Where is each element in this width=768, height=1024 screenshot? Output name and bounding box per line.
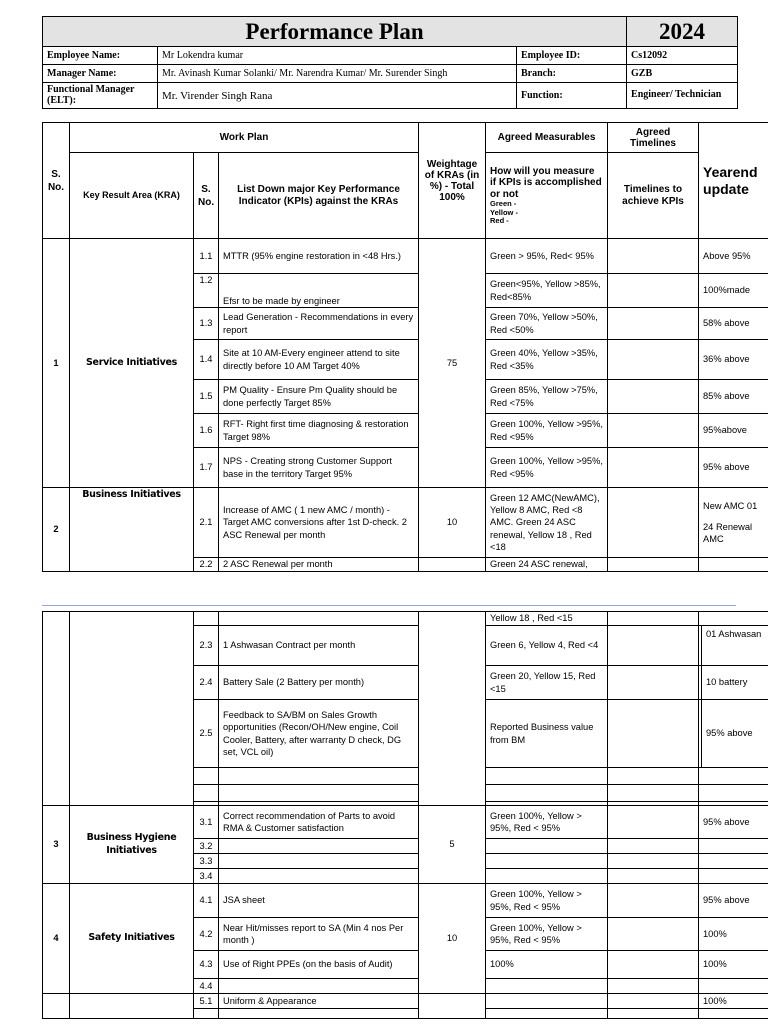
employee-name-value: Mr Lokendra kumar bbox=[158, 47, 517, 65]
kpi-text: PM Quality - Ensure Pm Quality should be done perfectly Target 85% bbox=[219, 380, 419, 414]
kpi-text: Uniform & Appearance bbox=[219, 994, 419, 1009]
kpi-measure: Yellow 18 , Red <15 bbox=[486, 612, 608, 626]
kpi-update: 95% above bbox=[699, 884, 768, 918]
kpi-text bbox=[219, 869, 419, 884]
kpi-sno: 3.2 bbox=[194, 839, 219, 854]
kpi-measure: Reported Business value from BM bbox=[486, 700, 608, 768]
kpi-timeline bbox=[608, 274, 699, 308]
plan-table-page-1 bbox=[42, 122, 768, 572]
kpi-timeline bbox=[608, 785, 699, 802]
page-title: Performance Plan bbox=[43, 17, 627, 47]
kpi-update: 36% above bbox=[699, 340, 768, 380]
kpi-sno: 4.3 bbox=[194, 951, 219, 979]
kpi-timeline bbox=[608, 839, 699, 854]
kpi-update: 100% bbox=[699, 994, 768, 1009]
kpi-sno: 5.1 bbox=[194, 994, 219, 1009]
kpi-timeline bbox=[608, 666, 699, 700]
kpi-text: Increase of AMC ( 1 new AMC / month) - Target AMC conversions after 1st D-check. 2 ASC Renewal per month bbox=[219, 488, 419, 558]
kpi-measure: Green > 95%, Red< 95% bbox=[486, 239, 608, 274]
section-2-kra: Business Initiatives bbox=[70, 488, 194, 572]
kpi-text: RFT- Right first time diagnosing & restoration Target 98% bbox=[219, 414, 419, 448]
kpi-text: Correct recommendation of Parts to avoid RMA & Customer satisfaction bbox=[219, 806, 419, 839]
header-table bbox=[42, 16, 738, 109]
col-measure-how bbox=[486, 153, 608, 239]
kpi-timeline bbox=[608, 700, 699, 768]
kpi-update: Above 95% bbox=[699, 239, 768, 274]
kpi-measure: Green 70%, Yellow >50%, Red <50% bbox=[486, 308, 608, 340]
kpi-sno: 2.3 bbox=[194, 626, 219, 666]
employee-id-value: Cs12092 bbox=[627, 47, 738, 65]
col-timelines: Timelines to achieve KPIs bbox=[608, 153, 699, 239]
col-agreed-timelines: Agreed Timelines bbox=[608, 123, 699, 153]
col-year-end-update: Yearend update bbox=[699, 123, 768, 239]
kpi-sno: 1.3 bbox=[194, 308, 219, 340]
section-1-kra: Service Initiatives bbox=[70, 239, 194, 488]
kpi-sno: 4.2 bbox=[194, 918, 219, 951]
kpi-sno bbox=[194, 768, 219, 785]
kpi-timeline bbox=[608, 239, 699, 274]
table-row bbox=[43, 488, 768, 558]
kpi-sno bbox=[194, 785, 219, 802]
kpi-measure: Green 100%, Yellow > 95%, Red < 95% bbox=[486, 884, 608, 918]
kpi-measure: Green 85%, Yellow >75%, Red <75% bbox=[486, 380, 608, 414]
kpi-measure bbox=[486, 785, 608, 802]
kpi-timeline bbox=[608, 869, 699, 884]
kpi-timeline bbox=[608, 951, 699, 979]
kpi-text: Lead Generation - Recommendations in every report bbox=[219, 308, 419, 340]
kpi-text bbox=[219, 612, 419, 626]
kpi-measure: Green 12 AMC(NewAMC), Yellow 8 AMC, Red <8 AMC. Green 24 ASC renewal, Yellow 18 , Red <18 bbox=[486, 488, 608, 558]
kpi-text: 2 ASC Renewal per month bbox=[219, 558, 419, 572]
kpi-sno: 3.1 bbox=[194, 806, 219, 839]
kpi-sno: 1.4 bbox=[194, 340, 219, 380]
kpi-text bbox=[219, 854, 419, 869]
section-5-no bbox=[43, 994, 70, 1019]
kpi-measure bbox=[486, 869, 608, 884]
kpi-timeline bbox=[608, 558, 699, 572]
kpi-update bbox=[699, 785, 768, 802]
kpi-text: JSA sheet bbox=[219, 884, 419, 918]
kpi-measure: Green 24 ASC renewal, bbox=[486, 558, 608, 572]
kpi-text: Near Hit/misses report to SA (Min 4 nos Per month ) bbox=[219, 918, 419, 951]
section-5-kra bbox=[70, 994, 194, 1019]
kpi-update: 95% above bbox=[699, 806, 768, 839]
kpi-timeline bbox=[608, 854, 699, 869]
kpi-update bbox=[699, 854, 768, 869]
kpi-timeline bbox=[608, 308, 699, 340]
kpi-update: 100% bbox=[699, 951, 768, 979]
section-3-no: 3 bbox=[43, 806, 70, 884]
manager-name-value: Mr. Avinash Kumar Solanki/ Mr. Narendra Kumar/ Mr. Surender Singh bbox=[158, 65, 517, 83]
kpi-update: 95% above bbox=[702, 700, 768, 768]
col-kpi: List Down major Key Performance Indicator (KPIs) against the KRAs bbox=[219, 153, 419, 239]
kpi-measure: Green 6, Yellow 4, Red <4 bbox=[486, 626, 608, 666]
kpi-sno: 3.3 bbox=[194, 854, 219, 869]
kpi-text: 1 Ashwasan Contract per month bbox=[219, 626, 419, 666]
functional-manager-label: Functional Manager (ELT): bbox=[43, 83, 158, 109]
section-4-kra: Safety Initiatives bbox=[70, 884, 194, 994]
section-5-weight bbox=[419, 994, 486, 1019]
kpi-update: 100% bbox=[699, 918, 768, 951]
update-new-amc: New AMC 01 bbox=[703, 500, 758, 511]
kpi-sno: 1.6 bbox=[194, 414, 219, 448]
kpi-timeline bbox=[608, 768, 699, 785]
kpi-timeline bbox=[608, 488, 699, 558]
kpi-text: Site at 10 AM-Every engineer attend to site directly before 10 AM Target 40% bbox=[219, 340, 419, 380]
section-1-no: 1 bbox=[43, 239, 70, 488]
kpi-text: Feedback to SA/BM on Sales Growth opportunities (Recon/OH/New engine, Coil Cooler, Battery, after warranty D check, DG set, VCL oil) bbox=[219, 700, 419, 768]
kpi-measure bbox=[486, 839, 608, 854]
kpi-update bbox=[699, 612, 768, 626]
section-4-no: 4 bbox=[43, 884, 70, 994]
kpi-text: Use of Right PPEs (on the basis of Audit) bbox=[219, 951, 419, 979]
kpi-text bbox=[219, 785, 419, 802]
kpi-sno: 2.4 bbox=[194, 666, 219, 700]
kpi-sno: 2.2 bbox=[194, 558, 219, 572]
col-work-plan: Work Plan bbox=[70, 123, 419, 153]
update-renewal-amc: 24 Renewal AMC bbox=[703, 521, 753, 545]
kpi-measure bbox=[486, 768, 608, 785]
kpi-update: 95%above bbox=[699, 414, 768, 448]
kpi-measure: Green 100%, Yellow > 95%, Red < 95% bbox=[486, 918, 608, 951]
branch-label: Branch: bbox=[517, 65, 627, 83]
section-3-kra: Business Hygiene Initiatives bbox=[70, 806, 194, 884]
kpi-timeline bbox=[608, 448, 699, 488]
kpi-update bbox=[699, 488, 768, 558]
kpi-timeline bbox=[608, 884, 699, 918]
kpi-text: Efsr to be made by engineer bbox=[219, 274, 419, 308]
function-label: Function: bbox=[517, 83, 627, 109]
kpi-sno: 3.4 bbox=[194, 869, 219, 884]
legend-yellow: Yellow - bbox=[490, 207, 518, 217]
kpi-sno: 1.2 bbox=[194, 274, 219, 308]
kpi-timeline bbox=[608, 918, 699, 951]
kpi-text: Battery Sale (2 Battery per month) bbox=[219, 666, 419, 700]
kpi-timeline bbox=[608, 380, 699, 414]
page-break-line bbox=[42, 605, 736, 606]
section-4-weight: 10 bbox=[419, 884, 486, 994]
kpi-measure: Green 20, Yellow 15, Red <15 bbox=[486, 666, 608, 700]
legend-green: Green - bbox=[490, 199, 517, 209]
kpi-sno: 1.1 bbox=[194, 239, 219, 274]
kpi-text: MTTR (95% engine restoration in <48 Hrs.) bbox=[219, 239, 419, 274]
kpi-weight-empty bbox=[419, 558, 486, 572]
kpi-measure bbox=[486, 994, 608, 1009]
kpi-timeline bbox=[608, 414, 699, 448]
kpi-sno: 1.7 bbox=[194, 448, 219, 488]
kpi-text bbox=[219, 979, 419, 994]
kpi-measure bbox=[486, 979, 608, 994]
kpi-measure: Green 40%, Yellow >35%, Red <35% bbox=[486, 340, 608, 380]
kpi-sno: 4.4 bbox=[194, 979, 219, 994]
kpi-update bbox=[699, 979, 768, 994]
kpi-timeline bbox=[608, 340, 699, 380]
section-2-weight-cont bbox=[419, 612, 486, 806]
section-2-weight: 10 bbox=[419, 488, 486, 558]
kpi-timeline bbox=[608, 626, 699, 666]
branch-value: GZB bbox=[627, 65, 738, 83]
manager-name-label: Manager Name: bbox=[43, 65, 158, 83]
kpi-update: 01 Ashwasan bbox=[702, 626, 768, 666]
col-kra: Key Result Area (KRA) bbox=[70, 153, 194, 239]
kpi-measure: Green 100%, Yellow > 95%, Red < 95% bbox=[486, 806, 608, 839]
kpi-update bbox=[699, 768, 768, 785]
table-row bbox=[43, 239, 768, 274]
section-2-kra-cont bbox=[70, 612, 194, 806]
function-value: Engineer/ Technician bbox=[627, 83, 738, 109]
measure-how-text: How will you measure if KPIs is accomplished or not bbox=[490, 165, 602, 200]
plan-year: 2024 bbox=[627, 17, 738, 47]
kpi-timeline bbox=[608, 612, 699, 626]
kpi-update bbox=[699, 558, 768, 572]
kpi-timeline bbox=[608, 979, 699, 994]
kpi-sno: 1.5 bbox=[194, 380, 219, 414]
kpi-measure: Green 100%, Yellow >95%, Red <95% bbox=[486, 414, 608, 448]
kpi-text bbox=[219, 839, 419, 854]
kpi-measure: Green 100%, Yellow >95%, Red <95% bbox=[486, 448, 608, 488]
legend-red: Red - bbox=[490, 215, 509, 225]
kpi-text bbox=[219, 768, 419, 785]
employee-name-label: Employee Name: bbox=[43, 47, 158, 65]
kpi-update: 10 battery bbox=[702, 666, 768, 700]
kpi-text: NPS - Creating strong Customer Support base in the territory Target 95% bbox=[219, 448, 419, 488]
table-row bbox=[43, 612, 768, 626]
kpi-sno bbox=[194, 612, 219, 626]
section-1-weight: 75 bbox=[419, 239, 486, 488]
table-row bbox=[43, 806, 768, 839]
table-row bbox=[43, 994, 768, 1009]
kpi-sno: 2.1 bbox=[194, 488, 219, 558]
kpi-update: 85% above bbox=[699, 380, 768, 414]
kpi-sno: 4.1 bbox=[194, 884, 219, 918]
kpi-measure bbox=[486, 854, 608, 869]
section-2-no-cont bbox=[43, 612, 70, 806]
kpi-update: 100%made bbox=[699, 274, 768, 308]
kpi-timeline bbox=[608, 994, 699, 1009]
col-sno: S. No. bbox=[43, 123, 70, 239]
employee-id-label: Employee ID: bbox=[517, 47, 627, 65]
kpi-measure: Green<95%, Yellow >85%, Red<85% bbox=[486, 274, 608, 308]
kpi-update bbox=[699, 869, 768, 884]
col-sub-sno: S. No. bbox=[194, 153, 219, 239]
kpi-measure: 100% bbox=[486, 951, 608, 979]
kpi-update: 95% above bbox=[699, 448, 768, 488]
section-2-no: 2 bbox=[43, 488, 70, 572]
kpi-update: 58% above bbox=[699, 308, 768, 340]
functional-manager-value: Mr. Virender Singh Rana bbox=[158, 83, 517, 109]
kpi-timeline bbox=[608, 806, 699, 839]
col-weightage: Weightage of KRAs (in %) - Total 100% bbox=[419, 123, 486, 239]
col-agreed-measurables: Agreed Measurables bbox=[486, 123, 608, 153]
table-row bbox=[43, 884, 768, 918]
plan-table-page-2 bbox=[42, 611, 768, 1019]
section-3-weight: 5 bbox=[419, 806, 486, 884]
kpi-sno: 2.5 bbox=[194, 700, 219, 768]
kpi-update bbox=[699, 839, 768, 854]
